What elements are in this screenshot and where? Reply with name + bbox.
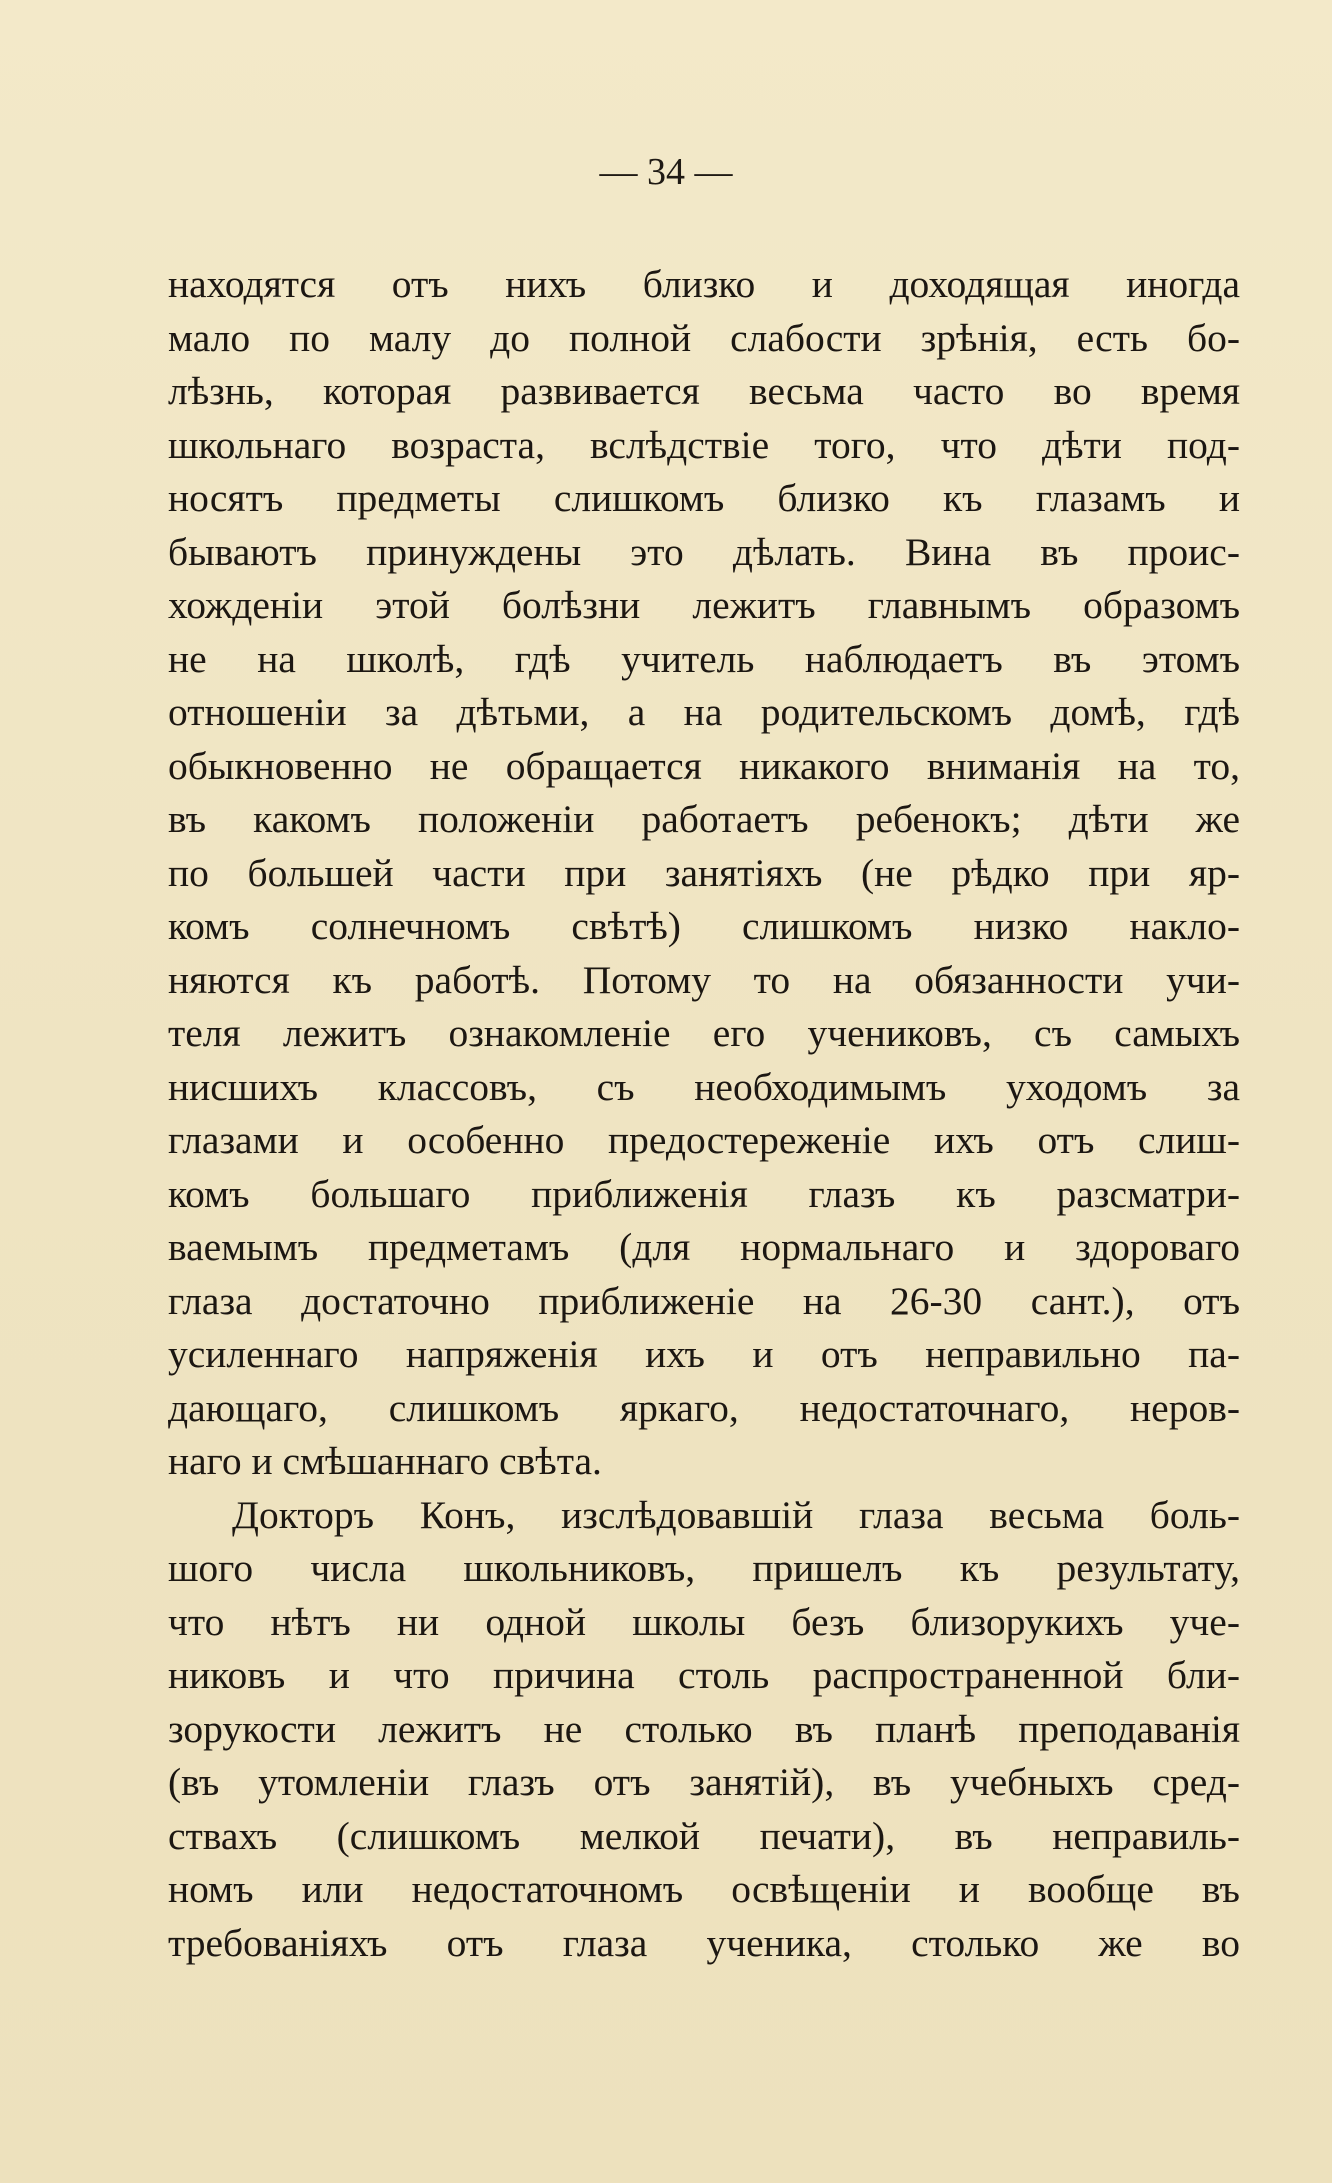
text-line: отношеніи за дѣтьми, а на родительскомъ домѣ, гдѣ: [168, 690, 1240, 734]
text-line: хожденіи этой болѣзни лежитъ главнымъ образомъ: [168, 583, 1240, 627]
text-line: въ какомъ положеніи работаетъ ребенокъ; дѣти же: [168, 797, 1240, 841]
text-line: обыкновенно не обращается никакого вниманія на то,: [168, 743, 1240, 788]
text-line: бываютъ принуждены это дѣлать. Вина въ проис-: [168, 529, 1240, 574]
text-line: никовъ и что причина столь распространенной бли-: [168, 1653, 1240, 1697]
paragraph-2: [168, 1489, 1240, 1971]
text-line: нисшихъ классовъ, съ необходимымъ уходомъ за: [168, 1064, 1240, 1109]
text-line: мало по малу до полной слабости зрѣнія, есть бо-: [168, 315, 1240, 360]
text-line: номъ или недостаточномъ освѣщеніи и вообще въ: [168, 1867, 1240, 1911]
text-line: дающаго, слишкомъ яркаго, недостаточнаго, неров-: [168, 1385, 1240, 1430]
text-line: комъ солнечномъ свѣтѣ) слишкомъ низко накло-: [168, 904, 1240, 948]
text-line: наго и смѣшаннаго свѣта.: [168, 1439, 602, 1483]
text-line: (въ утомленіи глазъ отъ занятій), въ учебныхъ сред-: [168, 1760, 1240, 1804]
text-line: Докторъ Конъ, изслѣдовавшій глаза весьма боль-: [232, 1492, 1240, 1537]
text-line: няются къ работѣ. Потому то на обязанности учи-: [168, 957, 1240, 1002]
body-text: [168, 258, 1240, 1970]
text-line: усиленнаго напряженія ихъ и отъ неправильно па-: [168, 1332, 1240, 1376]
text-line: глаза достаточно приближеніе на 26-30 сант.), отъ: [168, 1278, 1240, 1323]
page-number: — 34 —: [599, 151, 733, 193]
text-line: комъ большаго приближенія глазъ къ разсматри-: [168, 1171, 1240, 1216]
text-line: школьнаго возраста, вслѣдствіе того, что дѣти под-: [168, 422, 1240, 467]
text-line: требованіяхъ отъ глаза ученика, столько же во: [168, 1920, 1240, 1965]
text-line: теля лежитъ ознакомленіе его учениковъ, съ самыхъ: [168, 1011, 1240, 1055]
text-line: по большей части при занятіяхъ (не рѣдко при яр-: [168, 850, 1240, 895]
text-line: лѣзнь, которая развивается весьма часто во время: [168, 369, 1240, 413]
text-line: ствахъ (слишкомъ мелкой печати), въ неправиль-: [168, 1813, 1240, 1858]
text-line: носятъ предметы слишкомъ близко къ глазамъ и: [168, 476, 1240, 520]
text-line: не на школѣ, гдѣ учитель наблюдаетъ въ этомъ: [168, 636, 1240, 681]
text-line: находятся отъ нихъ близко и доходящая иногда: [168, 262, 1240, 306]
text-line: шого числа школьниковъ, пришелъ къ результату,: [168, 1546, 1240, 1590]
text-line: зорукости лежитъ не столько въ планѣ преподаванія: [168, 1706, 1240, 1751]
text-line: что нѣтъ ни одной школы безъ близорукихъ уче-: [168, 1599, 1240, 1644]
text-line: глазами и особенно предостереженіе ихъ отъ слиш-: [168, 1118, 1240, 1162]
paragraph-1: [168, 258, 1240, 1489]
text-line: ваемымъ предметамъ (для нормальнаго и здороваго: [168, 1225, 1240, 1269]
